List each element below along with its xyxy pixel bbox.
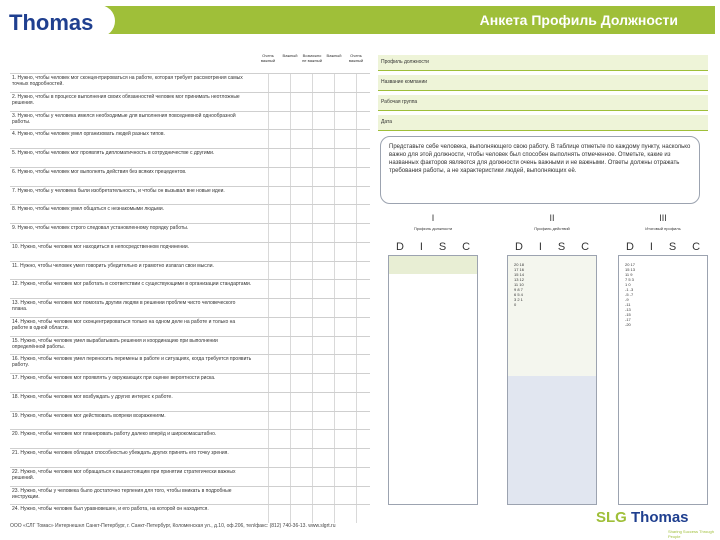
info-fields xyxy=(378,55,708,135)
question-row[interactable] xyxy=(10,148,370,168)
question-text: 1. Нужно, чтобы человек мог сконцентрироваться на работе, которая требует рассмотрения самых точных подробностей. xyxy=(12,75,243,87)
letter-c: C xyxy=(581,241,590,253)
header xyxy=(0,0,720,38)
info-field[interactable]: Название компании xyxy=(378,75,708,91)
question-text: 6. Нужно, чтобы человек мог выполнять действия без всяких прецедентов. xyxy=(12,168,187,175)
letter-s: S xyxy=(668,241,677,253)
instructions: Представьте себе человека, выполняющего свою работу. В таблице отметьте по каждому пункту, насколько важно для этой должности, чтобы человек был способен выполнять отмеченное. Отметьте, какие из названных факторов являются для должности очень важными и не важными. Ответы должны отражать требования работы, а не характеристики людей, выполняющих её. xyxy=(380,136,700,204)
column-header: Важный xyxy=(282,53,298,58)
question-row[interactable] xyxy=(10,167,370,187)
letter-s: S xyxy=(557,241,566,253)
question-text: 18. Нужно, чтобы человек мог возбуждать у других интерес к работе. xyxy=(12,393,173,400)
question-text: 19. Нужно, чтобы человек мог действовать вопреки возражениям. xyxy=(12,412,166,419)
question-text: 11. Нужно, чтобы человек умел говорить убедительно и грамотно излагал свои мысли. xyxy=(12,262,214,269)
letter-i: I xyxy=(649,241,653,253)
question-row[interactable] xyxy=(10,486,370,506)
graph-area xyxy=(388,255,478,505)
letter-s: S xyxy=(438,241,447,253)
question-row[interactable] xyxy=(10,129,370,149)
graph-area xyxy=(618,255,708,505)
graph-ii xyxy=(507,213,597,493)
question-row[interactable] xyxy=(10,279,370,299)
question-row[interactable] xyxy=(10,504,370,524)
footer-address: ООО «СЛГ Томас» Интернешнл Санкт-Петербург, г. Санкт-Петербург, Коломенская ул., д.10, оф.206, тел/факс: (812) 740-36-13. www.slgrt.ru xyxy=(10,523,336,529)
graph-i xyxy=(388,213,478,493)
question-text: 7. Нужно, чтобы у человека были изобретательность, и чтобы он вызывал вне новые идеи. xyxy=(12,187,225,194)
question-row[interactable] xyxy=(10,204,370,224)
question-text: 21. Нужно, чтобы человек обладал способностью убеждать других принять его точку зрения. xyxy=(12,450,229,456)
question-row[interactable] xyxy=(10,429,370,449)
graph-numeral: III xyxy=(659,213,667,223)
question-text: 13. Нужно, чтобы человек мог помогать другим людям в решении проблем чисто человеческого плана. xyxy=(12,300,236,312)
question-text: 14. Нужно, чтобы человек мог сконцентрироваться только на одном деле на работе и только на работе в одной области. xyxy=(12,318,236,331)
letter-d: D xyxy=(514,241,523,253)
question-text: 2. Нужно, чтобы в процессе выполнения своих обязанностей человек мог принимать неотложные решения. xyxy=(12,93,240,106)
footer-tagline: Sharing Success Through People xyxy=(668,529,714,539)
question-text: 17. Нужно, чтобы человек мог проявлять у окружающих при оценке вероятности риска. xyxy=(12,375,216,381)
question-row[interactable] xyxy=(10,242,370,262)
disc-letters xyxy=(507,241,597,253)
graph-scale: 20 18 17 16 15 14 13 12 11 10 9 8 7 6 5 4 3 2 1 0 xyxy=(514,262,525,307)
question-text: 16. Нужно, чтобы человек умел переносить перемены в работе и ситуациях, когда требуется проявить работу. xyxy=(12,356,252,369)
graph-title: Профиль действий xyxy=(534,226,570,231)
graph-numeral: I xyxy=(431,213,435,223)
question-row[interactable] xyxy=(10,261,370,281)
question-text: 22. Нужно, чтобы человек мог обращаться к вышестоящим при принятии стратегически важных решений. xyxy=(12,468,236,481)
disc-letters xyxy=(618,241,708,253)
graph-title: Итоговый профиль xyxy=(645,226,681,231)
letter-c: C xyxy=(692,241,701,253)
question-row[interactable] xyxy=(10,317,370,337)
column-header: Возможно не важный xyxy=(302,53,322,63)
question-row[interactable] xyxy=(10,373,370,393)
question-text: 9. Нужно, чтобы человек строго следовал установленному порядку работы. xyxy=(12,225,189,231)
column-header: Очень важный xyxy=(348,53,364,63)
graph-bottom-band xyxy=(508,376,596,504)
logo-prefix: SLG xyxy=(596,509,627,526)
letter-c: C xyxy=(462,241,471,253)
graph-scale: 20 17 15 13 11 9 7 5 3 1 0 -1 -3 -5 -7 -9 -11 -13 -15 -17 -20 xyxy=(625,262,636,327)
brand-tab xyxy=(3,5,115,37)
graph-area xyxy=(507,255,597,505)
disc-letters xyxy=(388,241,478,253)
question-row[interactable] xyxy=(10,392,370,412)
question-row[interactable] xyxy=(10,448,370,468)
info-field[interactable]: Рабочая группа xyxy=(378,95,708,111)
question-text: 8. Нужно, чтобы человек умел общаться с незнакомыми людьми. xyxy=(12,206,165,213)
letter-i: I xyxy=(538,241,542,253)
letter-d: D xyxy=(395,241,404,253)
question-text: 24. Нужно, чтобы человек был уравновешен, и его работа, на которой он находится. xyxy=(12,506,209,513)
brand-logo: Thomas xyxy=(9,10,94,35)
question-text: 20. Нужно, чтобы человек мог планировать работу далеко вперёд и широкомасштабно. xyxy=(12,431,217,438)
graph-iii xyxy=(618,213,708,493)
question-text: 10. Нужно, чтобы человек мог находиться в непосредственном подчинении. xyxy=(12,243,190,250)
question-row[interactable] xyxy=(10,336,370,356)
info-field[interactable]: Дата xyxy=(378,115,708,131)
letter-d: D xyxy=(625,241,634,253)
question-text: 3. Нужно, чтобы у человека имелся необходимые для выполнения повседневной однообразной работы. xyxy=(12,112,236,125)
question-text: 5. Нужно, чтобы человек мог проявлять дипломатичность в сотрудничестве с другими. xyxy=(12,150,215,156)
question-table xyxy=(10,53,370,523)
question-text: 15. Нужно, чтобы человек умел вырабатывать решения и координацию при выполнении определённой работы. xyxy=(12,337,218,350)
page-title: Анкета Профиль Должности xyxy=(479,12,678,28)
question-row[interactable] xyxy=(10,223,370,243)
question-row[interactable] xyxy=(10,186,370,206)
question-text: 4. Нужно, чтобы человек умел организовать людей разных типов. xyxy=(12,131,165,138)
letter-i: I xyxy=(419,241,423,253)
question-row[interactable] xyxy=(10,92,370,112)
question-row[interactable] xyxy=(10,354,370,374)
graph-top-band xyxy=(389,256,477,274)
question-row[interactable] xyxy=(10,467,370,487)
question-row[interactable] xyxy=(10,411,370,431)
question-row[interactable] xyxy=(10,73,370,93)
slg-thomas-logo xyxy=(596,509,689,526)
question-row[interactable] xyxy=(10,111,370,131)
graph-title: Профиль должности xyxy=(413,226,453,231)
question-text: 12. Нужно, чтобы человек мог работать в соответствии с существующими в организации стандартами. xyxy=(12,281,252,288)
question-text: 23. Нужно, чтобы у человека было достаточно терпения для того, чтобы вникать в подробные инструкции. xyxy=(12,487,232,500)
logo-suffix: Thomas xyxy=(631,509,689,526)
column-header: Очень важный xyxy=(260,53,276,63)
column-header: Важный xyxy=(326,53,342,58)
graph-numeral: II xyxy=(549,213,555,223)
question-row[interactable] xyxy=(10,298,370,318)
info-field[interactable]: Профиль должности xyxy=(378,55,708,71)
